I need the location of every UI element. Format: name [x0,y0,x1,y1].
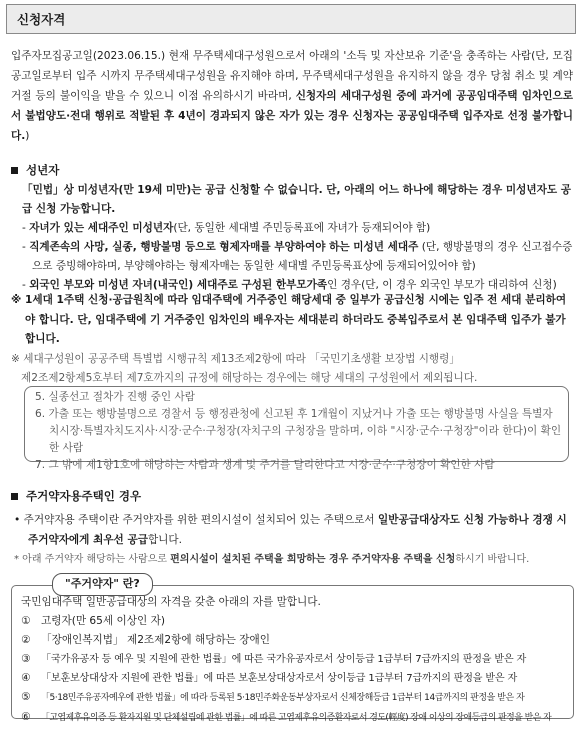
definition-item [21,650,567,669]
eligibility-intro [11,46,573,146]
definition-item [21,688,567,708]
welfare-bullet-bold: 일반공급대상자도 신청 가능하나 경쟁 시 주거약자에게 최우선 공급 [28,514,567,546]
welfare-housing-block [14,510,574,570]
intro-text-end: ) [25,130,30,142]
exclusion-item: 5. 실종선고 절차가 진행 중인 사람 [35,391,195,403]
dash-prefix: - [22,222,30,234]
item-number: ⑤ [21,691,31,703]
note-household-separation: ※ 1세대 1주택 신청·공급원칙에 따라 임대주택에 거주중인 해당세대 중 일부가 공급신청 시에는 입주 전 세대 분리하여야 합니다. 단, 임대주택에 기 거주중인 임차인의 배우자는 세대분리 하더라도 중복입주로서 본 임대주택 입주가 불가합니다. [11,294,567,345]
section-title-box [6,4,576,34]
exclusion-item: 7. 그 밖에 제1항1호에 해당하는 사람과 생계 및 주거를 달리한다고 시장·군수·구청장이 확인한 사람 [35,459,495,471]
welfare-bullet-end: 합니다. [147,534,183,546]
minor-item-bold: 외국인 부모와 미성년 자녀(내국인) 세대주로 구성된 한부모가족 [29,279,328,291]
minor-item-text: (단, 행방불명의 경우 신고접수증으로 증빙해야하며, 부양해야하는 형제자매는 동일한 세대별 주민등록표상에 등재되어있어야 함) [32,241,573,272]
intro-bold-text: 신청자의 세대구성원 중에 과거에 공공임대주택 임차인으로서 불법양도·전대 행위로 적발된 후 4년이 경과되지 않은 자가 있는 경우 신청자는 공공임대주택 입주자로 선정 불가합니다. [11,90,573,142]
minor-item-text: 인 경우(단, 이 경우 외국인 부모가 대리하여 신청) [327,279,557,291]
dash-prefix: - [22,279,30,291]
definition-item [21,708,567,728]
minor-item-text: (단, 동일한 세대별 주민등록표에 자녀가 등재되어야 함) [173,222,431,234]
note-member-exclusion-line2: 제2조제2항제5호부터 제7호까지의 규정에 해당하는 경우에는 해당 세대의 구성원에서 제외됩니다. [21,372,478,384]
item-text: 「국가유공자 등 예우 및 지원에 관한 법률」에 따른 국가유공자로서 상이등급 1급부터 7급까지의 판정을 받은 자 [41,654,527,665]
definition-box [11,585,574,723]
welfare-note-end: 하시기 바랍니다. [455,554,530,565]
section-title: 신청자격 [17,12,66,27]
welfare-bullet [14,510,574,550]
adult-heading-text: 성년자 [26,163,60,177]
minor-item [22,238,575,276]
welfare-section-heading [11,488,141,504]
definition-item [21,612,567,631]
item-number: ① [21,615,31,627]
welfare-note [14,550,574,570]
item-text: 「5·18민주유공자예우에 관한 법률」에 따라 등록된 5·18민주화운동부상자로서 신체장해등급 1급부터 14급까지의 판정을 받은 자 [41,693,525,703]
welfare-note-bold: 편의시설이 설치된 주택을 희망하는 경우 주거약자용 주택을 신청 [170,554,456,565]
minor-eligibility-block [22,181,575,295]
item-text: 「보훈보상대상자 지원에 관한 법률」에 따른 보훈보상대상자로서 상이등급 1급부터 7급까지의 판정을 받은 자 [41,673,517,684]
definition-tab-label: "주거약자" 란? [52,573,153,596]
intro-text: 입주자모집공고일(2023.06.15.) 현재 무주택세대구성원으로서 아래의 '소득 및 자산보유 기준'을 충족하는 사람(단, 모집공고일로부터 입주 시까지 무주택세대구성원을 유지해야 하며, 무주택세대구성원을 유지하지 않을 경우 당첨 취소 및 계약거절 등의 불이익을 받을 수 있으니 이점 유의하시기 바라며, [11,50,573,102]
definition-lead: 국민임대주택 일반공급대상의 자격을 갖춘 아래의 자를 말합니다. [21,596,321,608]
note-member-exclusion-line1: ※ 세대구성원이 공공주택 특별법 시행규칙 제13조제2항에 따라 「국민기초생활 보장법 시행령」 [11,352,460,365]
adult-section-heading [11,162,59,178]
exclusion-box [24,386,569,471]
definition-item [21,631,567,650]
notes-block [11,291,575,389]
square-bullet-icon [11,167,18,174]
definition-item [21,669,567,688]
item-number: ③ [21,653,31,665]
square-bullet-icon [11,493,18,500]
dash-prefix: - [22,241,30,253]
item-text: 「고엽제후유의증 등 환자지원 및 단체설립에 관한 법률」에 따른 고엽제후유의증환자로서 경도(輕度) 장애 이상의 장애등급의 판정을 받은 자 [41,713,552,723]
item-text: 「장애인복지법」 제2조제2항에 해당하는 장애인 [41,634,270,646]
welfare-bullet-text: • 주거약자용 주택이란 주거약자를 위한 편의시설이 설치되어 있는 주택으로서 [14,514,379,526]
welfare-note-text: * 아래 주거약자 해당하는 사람으로 [14,554,171,565]
exclusion-item: 6. 가출 또는 행방불명으로 경찰서 등 행정관청에 신고된 후 1개월이 지났거나 가출 또는 행방불명 사실을 특별자치시장·특별자치도지사·시장·군수·구청장(자치구의 구청장을 말하며, 이하 "시장·군수·구청장"이라 한다)이 확인한 사람 [35,408,562,454]
item-number: ② [21,634,31,646]
minor-lead: 「민법」상 미성년자(만 19세 미만)는 공급 신청할 수 없습니다. 단, 아래의 어느 하나에 해당하는 경우 미성년자도 공급 신청 가능합니다. [22,184,572,215]
minor-item-bold: 직계존속의 사망, 실종, 행방불명 등으로 형제자매를 부양하여야 하는 미성년 세대주 [29,241,419,253]
item-number: ⑥ [21,711,31,723]
item-number: ④ [21,672,31,684]
welfare-heading-text: 주거약자용주택인 경우 [26,489,142,503]
item-text: 고령자(만 65세 이상인 자) [41,615,165,627]
minor-item [22,219,575,238]
minor-item-bold: 자녀가 있는 세대주인 미성년자 [29,222,174,234]
